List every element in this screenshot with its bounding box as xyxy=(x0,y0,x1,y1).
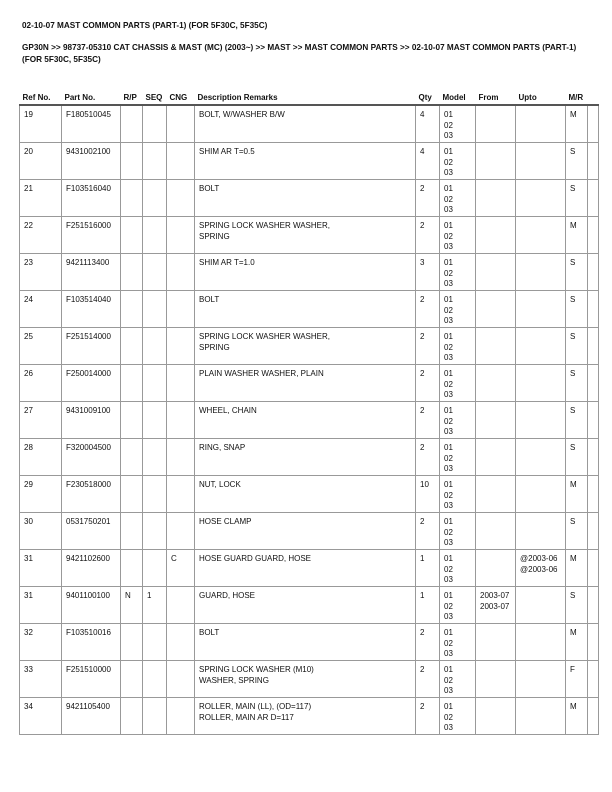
table-row xyxy=(20,402,599,439)
cell-model: 01 02 03 xyxy=(440,291,476,328)
cell-part-no: F180510045 xyxy=(62,105,121,143)
cell-description: BOLT xyxy=(195,291,416,328)
cell-part-no: F250014000 xyxy=(62,365,121,402)
cell-from xyxy=(476,365,516,402)
cell-model: 01 02 03 xyxy=(440,217,476,254)
cell-model: 01 02 03 xyxy=(440,587,476,624)
cell-part-no: 9421105400 xyxy=(62,698,121,735)
cell-seq xyxy=(143,698,167,735)
cell-cng xyxy=(167,513,195,550)
cell-model: 01 02 03 xyxy=(440,624,476,661)
cell-qty: 2 xyxy=(416,661,440,698)
cell-ref-no: 32 xyxy=(20,624,62,661)
table-row xyxy=(20,365,599,402)
cell-part-no: 0531750201 xyxy=(62,513,121,550)
cell-ref-no: 23 xyxy=(20,254,62,291)
cell-rp xyxy=(121,439,143,476)
cell-spacer xyxy=(588,402,599,439)
cell-rp xyxy=(121,513,143,550)
cell-part-no: 9401100100 xyxy=(62,587,121,624)
cell-part-no: 9421113400 xyxy=(62,254,121,291)
cell-upto xyxy=(516,476,566,513)
cell-mr: S xyxy=(566,439,588,476)
cell-description: RING, SNAP xyxy=(195,439,416,476)
cell-seq xyxy=(143,105,167,143)
parts-table xyxy=(19,88,599,735)
cell-description: SPRING LOCK WASHER WASHER, SPRING xyxy=(195,217,416,254)
cell-upto xyxy=(516,698,566,735)
cell-upto xyxy=(516,328,566,365)
cell-upto xyxy=(516,254,566,291)
cell-cng xyxy=(167,291,195,328)
cell-description: SHIM AR T=1.0 xyxy=(195,254,416,291)
cell-qty: 4 xyxy=(416,105,440,143)
cell-upto xyxy=(516,365,566,402)
cell-cng xyxy=(167,624,195,661)
cell-from xyxy=(476,550,516,587)
table-row xyxy=(20,698,599,735)
cell-ref-no: 22 xyxy=(20,217,62,254)
cell-seq xyxy=(143,328,167,365)
cell-description: GUARD, HOSE xyxy=(195,587,416,624)
table-row xyxy=(20,439,599,476)
cell-cng xyxy=(167,254,195,291)
cell-model: 01 02 03 xyxy=(440,365,476,402)
cell-model: 01 02 03 xyxy=(440,328,476,365)
cell-seq xyxy=(143,550,167,587)
cell-description: WHEEL, CHAIN xyxy=(195,402,416,439)
cell-upto xyxy=(516,587,566,624)
cell-model: 01 02 03 xyxy=(440,180,476,217)
cell-from xyxy=(476,402,516,439)
cell-spacer xyxy=(588,217,599,254)
cell-seq xyxy=(143,291,167,328)
cell-seq: 1 xyxy=(143,587,167,624)
cell-from xyxy=(476,291,516,328)
table-row xyxy=(20,476,599,513)
cell-upto xyxy=(516,143,566,180)
table-row xyxy=(20,217,599,254)
cell-from xyxy=(476,513,516,550)
cell-ref-no: 25 xyxy=(20,328,62,365)
table-row xyxy=(20,180,599,217)
cell-cng xyxy=(167,105,195,143)
cell-rp xyxy=(121,550,143,587)
cell-description: PLAIN WASHER WASHER, PLAIN xyxy=(195,365,416,402)
cell-description: BOLT xyxy=(195,180,416,217)
cell-rp xyxy=(121,291,143,328)
cell-from xyxy=(476,698,516,735)
cell-ref-no: 31 xyxy=(20,550,62,587)
cell-ref-no: 29 xyxy=(20,476,62,513)
cell-part-no: F251514000 xyxy=(62,328,121,365)
cell-ref-no: 27 xyxy=(20,402,62,439)
header-cng: CNG xyxy=(167,88,195,105)
header-mr: M/R xyxy=(566,88,588,105)
header-upto: Upto xyxy=(516,88,566,105)
cell-spacer xyxy=(588,587,599,624)
cell-rp xyxy=(121,143,143,180)
cell-from xyxy=(476,328,516,365)
cell-ref-no: 31 xyxy=(20,587,62,624)
cell-mr: M xyxy=(566,476,588,513)
cell-spacer xyxy=(588,476,599,513)
cell-rp xyxy=(121,402,143,439)
cell-spacer xyxy=(588,254,599,291)
cell-from xyxy=(476,476,516,513)
cell-spacer xyxy=(588,513,599,550)
cell-model: 01 02 03 xyxy=(440,513,476,550)
header-seq: SEQ xyxy=(143,88,167,105)
cell-qty: 2 xyxy=(416,291,440,328)
cell-qty: 2 xyxy=(416,365,440,402)
cell-qty: 2 xyxy=(416,328,440,365)
cell-description: SPRING LOCK WASHER (M10) WASHER, SPRING xyxy=(195,661,416,698)
cell-description: ROLLER, MAIN (LL), (OD=117) ROLLER, MAIN AR D=117 xyxy=(195,698,416,735)
cell-qty: 3 xyxy=(416,254,440,291)
cell-seq xyxy=(143,143,167,180)
cell-ref-no: 19 xyxy=(20,105,62,143)
cell-cng: C xyxy=(167,550,195,587)
cell-part-no: 9431002100 xyxy=(62,143,121,180)
cell-model: 01 02 03 xyxy=(440,661,476,698)
cell-rp xyxy=(121,180,143,217)
cell-spacer xyxy=(588,624,599,661)
cell-spacer xyxy=(588,328,599,365)
cell-cng xyxy=(167,143,195,180)
cell-qty: 2 xyxy=(416,513,440,550)
cell-qty: 2 xyxy=(416,402,440,439)
cell-seq xyxy=(143,476,167,513)
cell-from xyxy=(476,217,516,254)
cell-qty: 2 xyxy=(416,624,440,661)
cell-upto xyxy=(516,180,566,217)
cell-cng xyxy=(167,328,195,365)
cell-model: 01 02 03 xyxy=(440,698,476,735)
cell-seq xyxy=(143,365,167,402)
cell-upto xyxy=(516,661,566,698)
cell-qty: 2 xyxy=(416,217,440,254)
cell-model: 01 02 03 xyxy=(440,105,476,143)
header-rp: R/P xyxy=(121,88,143,105)
cell-mr: S xyxy=(566,402,588,439)
cell-ref-no: 28 xyxy=(20,439,62,476)
cell-cng xyxy=(167,439,195,476)
cell-qty: 2 xyxy=(416,439,440,476)
cell-upto xyxy=(516,402,566,439)
cell-upto xyxy=(516,105,566,143)
cell-model: 01 02 03 xyxy=(440,550,476,587)
table-row xyxy=(20,550,599,587)
cell-model: 01 02 03 xyxy=(440,439,476,476)
cell-ref-no: 33 xyxy=(20,661,62,698)
cell-mr: S xyxy=(566,587,588,624)
breadcrumb: GP30N >> 98737-05310 CAT CHASSIS & MAST (MC) (2003~) >> MAST >> MAST COMMON PARTS >> 02-10-07 MAST COMMON PARTS (PART-1) (FOR 5F30C, 5F35C) xyxy=(22,43,577,64)
cell-ref-no: 21 xyxy=(20,180,62,217)
cell-rp: N xyxy=(121,587,143,624)
cell-mr: F xyxy=(566,661,588,698)
cell-ref-no: 20 xyxy=(20,143,62,180)
header-from: From xyxy=(476,88,516,105)
cell-seq xyxy=(143,217,167,254)
header-part-no: Part No. xyxy=(62,88,121,105)
cell-mr: S xyxy=(566,513,588,550)
cell-ref-no: 26 xyxy=(20,365,62,402)
cell-spacer xyxy=(588,180,599,217)
table-row xyxy=(20,254,599,291)
cell-qty: 4 xyxy=(416,143,440,180)
cell-description: SPRING LOCK WASHER WASHER, SPRING xyxy=(195,328,416,365)
cell-mr: S xyxy=(566,254,588,291)
table-row xyxy=(20,513,599,550)
cell-from xyxy=(476,254,516,291)
cell-from xyxy=(476,180,516,217)
cell-part-no: 9431009100 xyxy=(62,402,121,439)
table-row xyxy=(20,328,599,365)
cell-seq xyxy=(143,180,167,217)
cell-from xyxy=(476,143,516,180)
table-row xyxy=(20,661,599,698)
cell-rp xyxy=(121,698,143,735)
cell-description: SHIM AR T=0.5 xyxy=(195,143,416,180)
cell-qty: 2 xyxy=(416,698,440,735)
cell-ref-no: 30 xyxy=(20,513,62,550)
cell-mr: S xyxy=(566,291,588,328)
cell-seq xyxy=(143,624,167,661)
cell-spacer xyxy=(588,698,599,735)
cell-ref-no: 34 xyxy=(20,698,62,735)
cell-description: BOLT xyxy=(195,624,416,661)
cell-mr: S xyxy=(566,365,588,402)
cell-part-no: F251516000 xyxy=(62,217,121,254)
cell-cng xyxy=(167,180,195,217)
cell-model: 01 02 03 xyxy=(440,402,476,439)
cell-spacer xyxy=(588,291,599,328)
cell-rp xyxy=(121,254,143,291)
cell-part-no: 9421102600 xyxy=(62,550,121,587)
cell-description: HOSE CLAMP xyxy=(195,513,416,550)
cell-cng xyxy=(167,217,195,254)
cell-qty: 10 xyxy=(416,476,440,513)
cell-mr: S xyxy=(566,143,588,180)
header-ref-no: Ref No. xyxy=(20,88,62,105)
cell-description: BOLT, W/WASHER B/W xyxy=(195,105,416,143)
cell-spacer xyxy=(588,143,599,180)
header-description: Description Remarks xyxy=(195,88,416,105)
cell-spacer xyxy=(588,439,599,476)
cell-from xyxy=(476,439,516,476)
cell-upto xyxy=(516,624,566,661)
cell-spacer xyxy=(588,105,599,143)
header-spacer xyxy=(588,88,599,105)
cell-rp xyxy=(121,661,143,698)
cell-rp xyxy=(121,624,143,661)
cell-rp xyxy=(121,476,143,513)
cell-spacer xyxy=(588,661,599,698)
cell-part-no: F103516040 xyxy=(62,180,121,217)
cell-cng xyxy=(167,698,195,735)
cell-seq xyxy=(143,402,167,439)
cell-upto xyxy=(516,513,566,550)
cell-upto xyxy=(516,291,566,328)
cell-qty: 1 xyxy=(416,550,440,587)
header-model: Model xyxy=(440,88,476,105)
cell-mr: S xyxy=(566,180,588,217)
cell-spacer xyxy=(588,365,599,402)
header-qty: Qty xyxy=(416,88,440,105)
cell-upto xyxy=(516,217,566,254)
cell-from xyxy=(476,661,516,698)
cell-description: HOSE GUARD GUARD, HOSE xyxy=(195,550,416,587)
cell-mr: M xyxy=(566,217,588,254)
table-row xyxy=(20,291,599,328)
cell-part-no: F251510000 xyxy=(62,661,121,698)
cell-cng xyxy=(167,365,195,402)
table-header xyxy=(20,88,599,105)
cell-from: 2003-07 2003-07 xyxy=(476,587,516,624)
table-row xyxy=(20,143,599,180)
cell-mr: M xyxy=(566,624,588,661)
cell-rp xyxy=(121,328,143,365)
cell-seq xyxy=(143,661,167,698)
cell-model: 01 02 03 xyxy=(440,476,476,513)
cell-qty: 1 xyxy=(416,587,440,624)
cell-spacer xyxy=(588,550,599,587)
cell-rp xyxy=(121,365,143,402)
table-row xyxy=(20,624,599,661)
cell-rp xyxy=(121,105,143,143)
cell-cng xyxy=(167,402,195,439)
cell-model: 01 02 03 xyxy=(440,254,476,291)
cell-cng xyxy=(167,661,195,698)
table-row xyxy=(20,105,599,143)
page-title: 02-10-07 MAST COMMON PARTS (PART-1) (FOR 5F30C, 5F35C) xyxy=(22,21,268,30)
table-row xyxy=(20,587,599,624)
cell-seq xyxy=(143,439,167,476)
cell-part-no: F103514040 xyxy=(62,291,121,328)
cell-part-no: F103510016 xyxy=(62,624,121,661)
cell-rp xyxy=(121,217,143,254)
cell-part-no: F230518000 xyxy=(62,476,121,513)
cell-part-no: F320004500 xyxy=(62,439,121,476)
cell-cng xyxy=(167,476,195,513)
cell-description: NUT, LOCK xyxy=(195,476,416,513)
cell-upto xyxy=(516,439,566,476)
cell-mr: M xyxy=(566,550,588,587)
cell-seq xyxy=(143,513,167,550)
cell-ref-no: 24 xyxy=(20,291,62,328)
cell-seq xyxy=(143,254,167,291)
cell-upto: @2003-06 @2003-06 xyxy=(516,550,566,587)
cell-mr: M xyxy=(566,698,588,735)
cell-mr: S xyxy=(566,328,588,365)
cell-model: 01 02 03 xyxy=(440,143,476,180)
cell-qty: 2 xyxy=(416,180,440,217)
cell-from xyxy=(476,105,516,143)
cell-from xyxy=(476,624,516,661)
cell-cng xyxy=(167,587,195,624)
cell-mr: M xyxy=(566,105,588,143)
